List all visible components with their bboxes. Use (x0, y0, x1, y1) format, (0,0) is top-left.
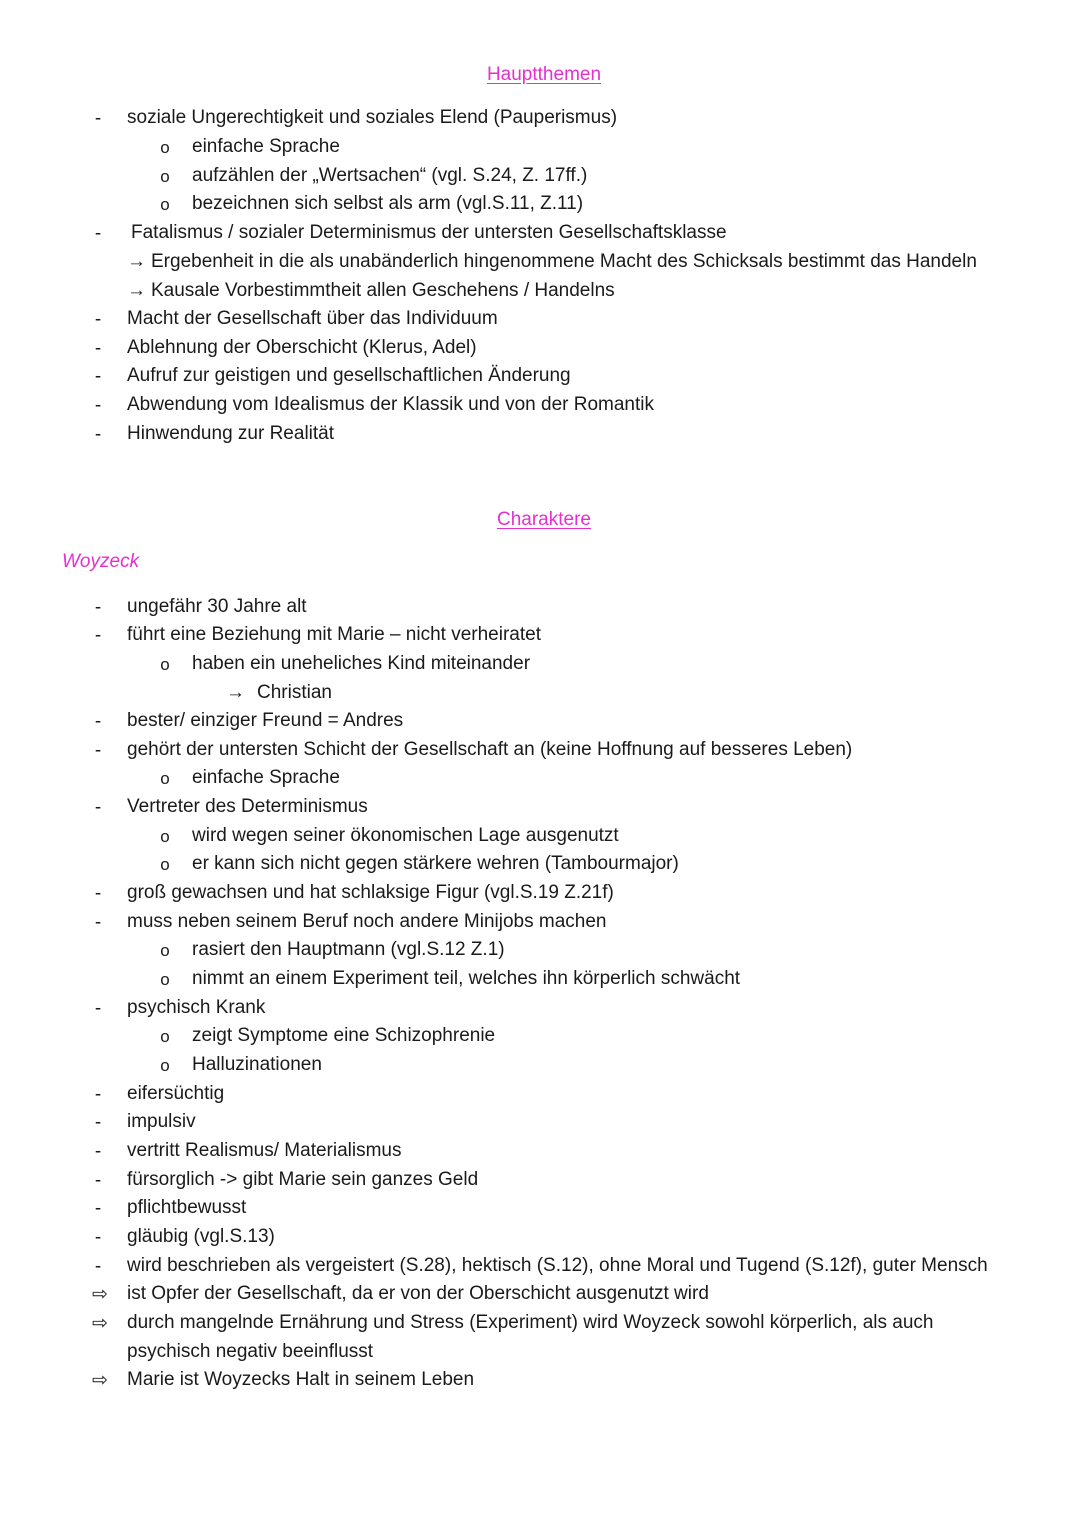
list-item: Aufruf zur geistigen und gesellschaftlichen Änderung (127, 365, 571, 386)
arrow-icon: → (127, 251, 146, 272)
list-item: Christian (257, 682, 332, 703)
list-item: wird wegen seiner ökonomischen Lage ausgenutzt (192, 825, 619, 846)
list-item: psychisch negativ beeinflusst (127, 1341, 374, 1362)
bullet-circle: o (160, 1027, 170, 1046)
list-item: impulsiv (127, 1111, 196, 1132)
section-title-charaktere: Charaktere (497, 509, 591, 530)
bullet-dash: - (94, 1170, 102, 1191)
list-item: durch mangelnde Ernährung und Stress (Experiment) wird Woyzeck sowohl körperlich, als auch (127, 1312, 934, 1333)
bullet-dash: - (94, 1227, 102, 1248)
list-item: Ergebenheit in die als unabänderlich hingenommene Macht des Schicksals bestimmt das Handeln (151, 251, 977, 272)
list-item: Ablehnung der Oberschicht (Klerus, Adel) (127, 337, 477, 358)
list-item: haben ein uneheliches Kind miteinander (192, 653, 531, 674)
bullet-dash: - (94, 366, 102, 387)
bullet-dash: - (94, 1141, 102, 1162)
list-item: einfache Sprache (192, 767, 340, 788)
bullet-circle: o (160, 769, 170, 788)
list-item: ungefähr 30 Jahre alt (127, 596, 307, 617)
bullet-circle: o (160, 195, 170, 214)
bullet-dash: - (94, 597, 102, 618)
bullet-dash: - (94, 309, 102, 330)
list-item: psychisch Krank (127, 997, 266, 1018)
bullet-circle: o (160, 655, 170, 674)
bullet-dash: - (94, 1112, 102, 1133)
list-item: gehört der untersten Schicht der Gesellschaft an (keine Hoffnung auf besseres Leben) (127, 739, 853, 760)
hollow-arrow-icon: ⇨ (92, 1284, 108, 1305)
bullet-dash: - (94, 711, 102, 732)
list-item: Kausale Vorbestimmtheit allen Geschehens / Handelns (151, 280, 615, 301)
list-item: führt eine Beziehung mit Marie – nicht verheiratet (127, 624, 541, 645)
bullet-dash: - (94, 108, 102, 129)
arrow-icon: → (226, 682, 245, 703)
bullet-dash: - (94, 223, 102, 244)
bullet-circle: o (160, 970, 170, 989)
list-item: ist Opfer der Gesellschaft, da er von der Oberschicht ausgenutzt wird (127, 1283, 709, 1304)
section-title-hauptthemen: Hauptthemen (486, 64, 602, 85)
list-item: eifersüchtig (127, 1083, 225, 1104)
bullet-circle: o (160, 827, 170, 846)
bullet-circle: o (160, 855, 170, 874)
character-name: Woyzeck (62, 551, 140, 572)
bullet-dash: - (94, 625, 102, 646)
list-item: er kann sich nicht gegen stärkere wehren (Tambourmajor) (192, 853, 679, 874)
list-item: rasiert den Hauptmann (vgl.S.12 Z.1) (192, 939, 505, 960)
bullet-dash: - (94, 1198, 102, 1219)
list-item: Macht der Gesellschaft über das Individuum (127, 308, 498, 329)
list-item: Hinwendung zur Realität (127, 423, 335, 444)
list-item: Vertreter des Determinismus (127, 796, 368, 817)
bullet-circle: o (160, 1056, 170, 1075)
list-item: Abwendung vom Idealismus der Klassik und von der Romantik (127, 394, 654, 415)
list-item: muss neben seinem Beruf noch andere Minijobs machen (127, 911, 607, 932)
list-item: Halluzinationen (192, 1054, 322, 1075)
bullet-dash: - (94, 1084, 102, 1105)
list-item: aufzählen der „Wertsachen“ (vgl. S.24, Z. 17ff.) (192, 165, 588, 186)
bullet-dash: - (94, 338, 102, 359)
list-item: soziale Ungerechtigkeit und soziales Elend (Pauperismus) (127, 107, 618, 128)
bullet-circle: o (160, 138, 170, 157)
list-item: zeigt Symptome eine Schizophrenie (192, 1025, 496, 1046)
hollow-arrow-icon: ⇨ (92, 1313, 108, 1334)
bullet-circle: o (160, 167, 170, 186)
bullet-circle: o (160, 941, 170, 960)
bullet-dash: - (94, 1256, 102, 1277)
list-item: vertritt Realismus/ Materialismus (127, 1140, 402, 1161)
list-item: groß gewachsen und hat schlaksige Figur (vgl.S.19 Z.21f) (127, 882, 614, 903)
bullet-dash: - (94, 883, 102, 904)
list-item: bezeichnen sich selbst als arm (vgl.S.11, Z.11) (192, 193, 584, 214)
list-item: fürsorglich -> gibt Marie sein ganzes Geld (127, 1169, 479, 1190)
bullet-dash: - (94, 998, 102, 1019)
bullet-dash: - (94, 912, 102, 933)
arrow-icon: → (127, 280, 146, 301)
list-item: pflichtbewusst (127, 1197, 247, 1218)
bullet-dash: - (94, 424, 102, 445)
list-item: einfache Sprache (192, 136, 340, 157)
list-item: wird beschrieben als vergeistert (S.28), hektisch (S.12), ohne Moral und Tugend (S.12f), guter Mensch (127, 1255, 988, 1276)
list-item: nimmt an einem Experiment teil, welches ihn körperlich schwächt (192, 968, 741, 989)
list-item: gläubig (vgl.S.13) (127, 1226, 275, 1247)
hollow-arrow-icon: ⇨ (92, 1370, 108, 1391)
list-item: bester/ einziger Freund = Andres (127, 710, 404, 731)
bullet-dash: - (94, 740, 102, 761)
list-item: Fatalismus / sozialer Determinismus der untersten Gesellschaftsklasse (131, 222, 727, 243)
list-item: Marie ist Woyzecks Halt in seinem Leben (127, 1369, 475, 1390)
bullet-dash: - (94, 395, 102, 416)
bullet-dash: - (94, 797, 102, 818)
